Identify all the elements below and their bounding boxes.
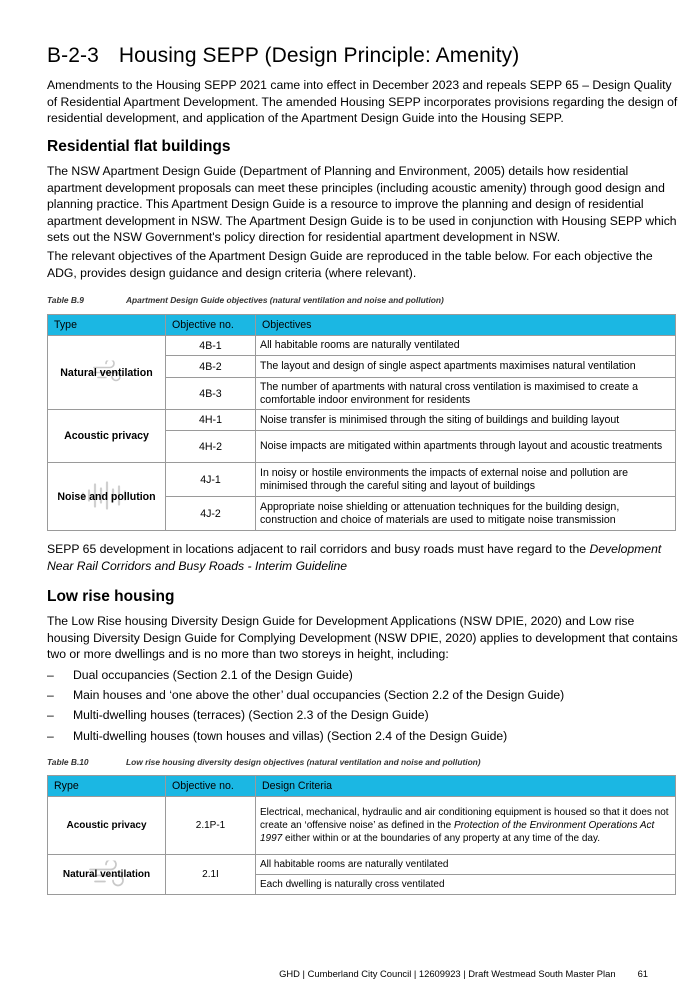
col-header-objective-no: Objective no. [166, 776, 256, 797]
objective-text: All habitable rooms are naturally ventilated [256, 336, 676, 356]
objective-text: In noisy or hostile environments the impacts of external noise and pollution are minimised through the careful siting and layout of buildings [256, 463, 676, 497]
table2-title: Low rise housing diversity design objectives (natural ventilation and noise and pollution) [126, 757, 481, 767]
type-cell-natural-ventilation: Natural ventilation [48, 855, 166, 895]
col-header-objectives: Objectives [256, 315, 676, 336]
objective-text: Noise impacts are mitigated within apartments through layout and acoustic treatments [256, 431, 676, 463]
table-row [48, 855, 676, 875]
criteria-text: All habitable rooms are naturally ventilated [256, 855, 676, 875]
low-rise-criteria-table [47, 775, 676, 895]
table-row [48, 410, 676, 431]
section-heading [47, 44, 519, 68]
objective-no: 4H-2 [166, 431, 256, 463]
section-number: B-2-3 [47, 44, 99, 67]
dwelling-type-list [47, 667, 564, 748]
table2-label: Table B.10 [47, 757, 89, 767]
type-cell-acoustic-privacy: Acoustic privacy [48, 797, 166, 855]
list-item: – Dual occupancies (Section 2.1 of the Design Guide) [47, 668, 353, 682]
footer-text: GHD | Cumberland City Council | 12609923 | Draft Westmead South Master Plan [279, 968, 616, 979]
lrh-paragraph: The Low Rise housing Diversity Design Guide for Development Applications (NSW DPIE, 2020) and Low rise housing Diversity Design Guide for Complying Development (NSW DPIE, 2020) applies to development that contains two or more dwellings and is no more than two storeys in height, including: [47, 614, 678, 662]
table-header-row [48, 776, 676, 797]
objective-no: 4B-2 [166, 356, 256, 378]
table1-title: Apartment Design Guide objectives (natural ventilation and noise and pollution) [126, 295, 444, 305]
type-cell-acoustic-privacy: Acoustic privacy [48, 410, 166, 463]
objective-no: 4J-1 [166, 463, 256, 497]
objective-no: 2.1I [166, 855, 256, 895]
rfb-heading: Residential flat buildings [47, 138, 231, 155]
objective-text: Appropriate noise shielding or attenuation techniques for the building design, construction and choice of materials are used to mitigate noise transmission [256, 497, 676, 531]
guideline-reference: Development Near Rail Corridors and Busy Roads - Interim Guideline [47, 542, 662, 573]
adg-objectives-table [47, 314, 676, 531]
lrh-heading: Low rise housing [47, 588, 175, 605]
sepp-note: SEPP 65 development in locations adjacent to rail corridors and busy roads must have regard to the Development Near Rail Corridors and Busy Roads - Interim Guideline [47, 542, 662, 573]
list-item: – Main houses and ‘one above the other’ dual occupancies (Section 2.2 of the Design Guide) [47, 688, 565, 703]
table2-caption [47, 757, 481, 767]
list-item: – Multi-dwelling houses (terraces) (Section 2.3 of the Design Guide) [47, 708, 429, 723]
objective-no: 4H-1 [166, 410, 256, 431]
col-header-objective-no: Objective no. [166, 315, 256, 336]
list-item: – Multi-dwelling houses (town houses and villas) (Section 2.4 of the Design Guide) [47, 728, 508, 743]
criteria-text: Each dwelling is naturally cross ventilated [256, 875, 676, 895]
col-header-type: Type [48, 315, 166, 336]
table-row [48, 336, 676, 356]
table-header-row [48, 315, 676, 336]
rfb-paragraph-1: The NSW Apartment Design Guide (Department of Planning and Environment, 2005) details how residential apartment development proposals can meet these principles (including acoustic amenity) through good design and planning practice. This Apartment Design Guide is a resource to improve the planning and design of residential apartment development in NSW. The Apartment Design Guide is to be used in conjunction with Housing SEPP which sets out the NSW Government's policy direction for residential apartment development in NSW. [47, 164, 677, 245]
table1-caption [47, 295, 444, 305]
objective-no: 4B-3 [166, 378, 256, 410]
table1-label: Table B.9 [47, 295, 84, 305]
objective-no: 4J-2 [166, 497, 256, 531]
act-reference: Protection of the Environment Operations Act 1997 [260, 820, 655, 844]
rfb-paragraph-2: The relevant objectives of the Apartment Design Guide are reproduced in the table below. For each objective the ADG, provides design guidance and design criteria (where relevant). [47, 249, 653, 280]
intro-paragraph: Amendments to the Housing SEPP 2021 came into effect in December 2023 and repeals SEPP 65 – Design Quality of Residential Apartment Development. The amended Housing SEPP incorporates provisions regarding the design of residential development, and application of the Apartment Design Guide into the Housing SEPP. [47, 78, 678, 126]
objective-no: 2.1P-1 [166, 797, 256, 855]
objective-text: Noise transfer is minimised through the siting of buildings and building layout [256, 410, 676, 431]
objective-text: The number of apartments with natural cross ventilation is maximised to create a comfortable indoor environment for residents [256, 378, 676, 410]
page-footer [279, 968, 648, 979]
criteria-text: Electrical, mechanical, hydraulic and air conditioning equipment is housed so that it does not create an ‘offensive noise’ as defined in the Protection of the Environment Operations Act 1997 either within or at the boundaries of any property at any time of the day. [256, 797, 676, 855]
type-cell-natural-ventilation: Natural ventilation [48, 336, 166, 410]
table-row [48, 797, 676, 855]
objective-no: 4B-1 [166, 336, 256, 356]
objective-text: The layout and design of single aspect apartments maximises natural ventilation [256, 356, 676, 378]
section-title: Housing SEPP (Design Principle: Amenity) [118, 44, 520, 67]
page-number: 61 [637, 968, 648, 979]
table-row [48, 463, 676, 497]
type-cell-noise-and-pollution: Noise and pollution [48, 463, 166, 531]
col-header-rype: Rype [48, 776, 166, 797]
col-header-design-criteria: Design Criteria [256, 776, 676, 797]
